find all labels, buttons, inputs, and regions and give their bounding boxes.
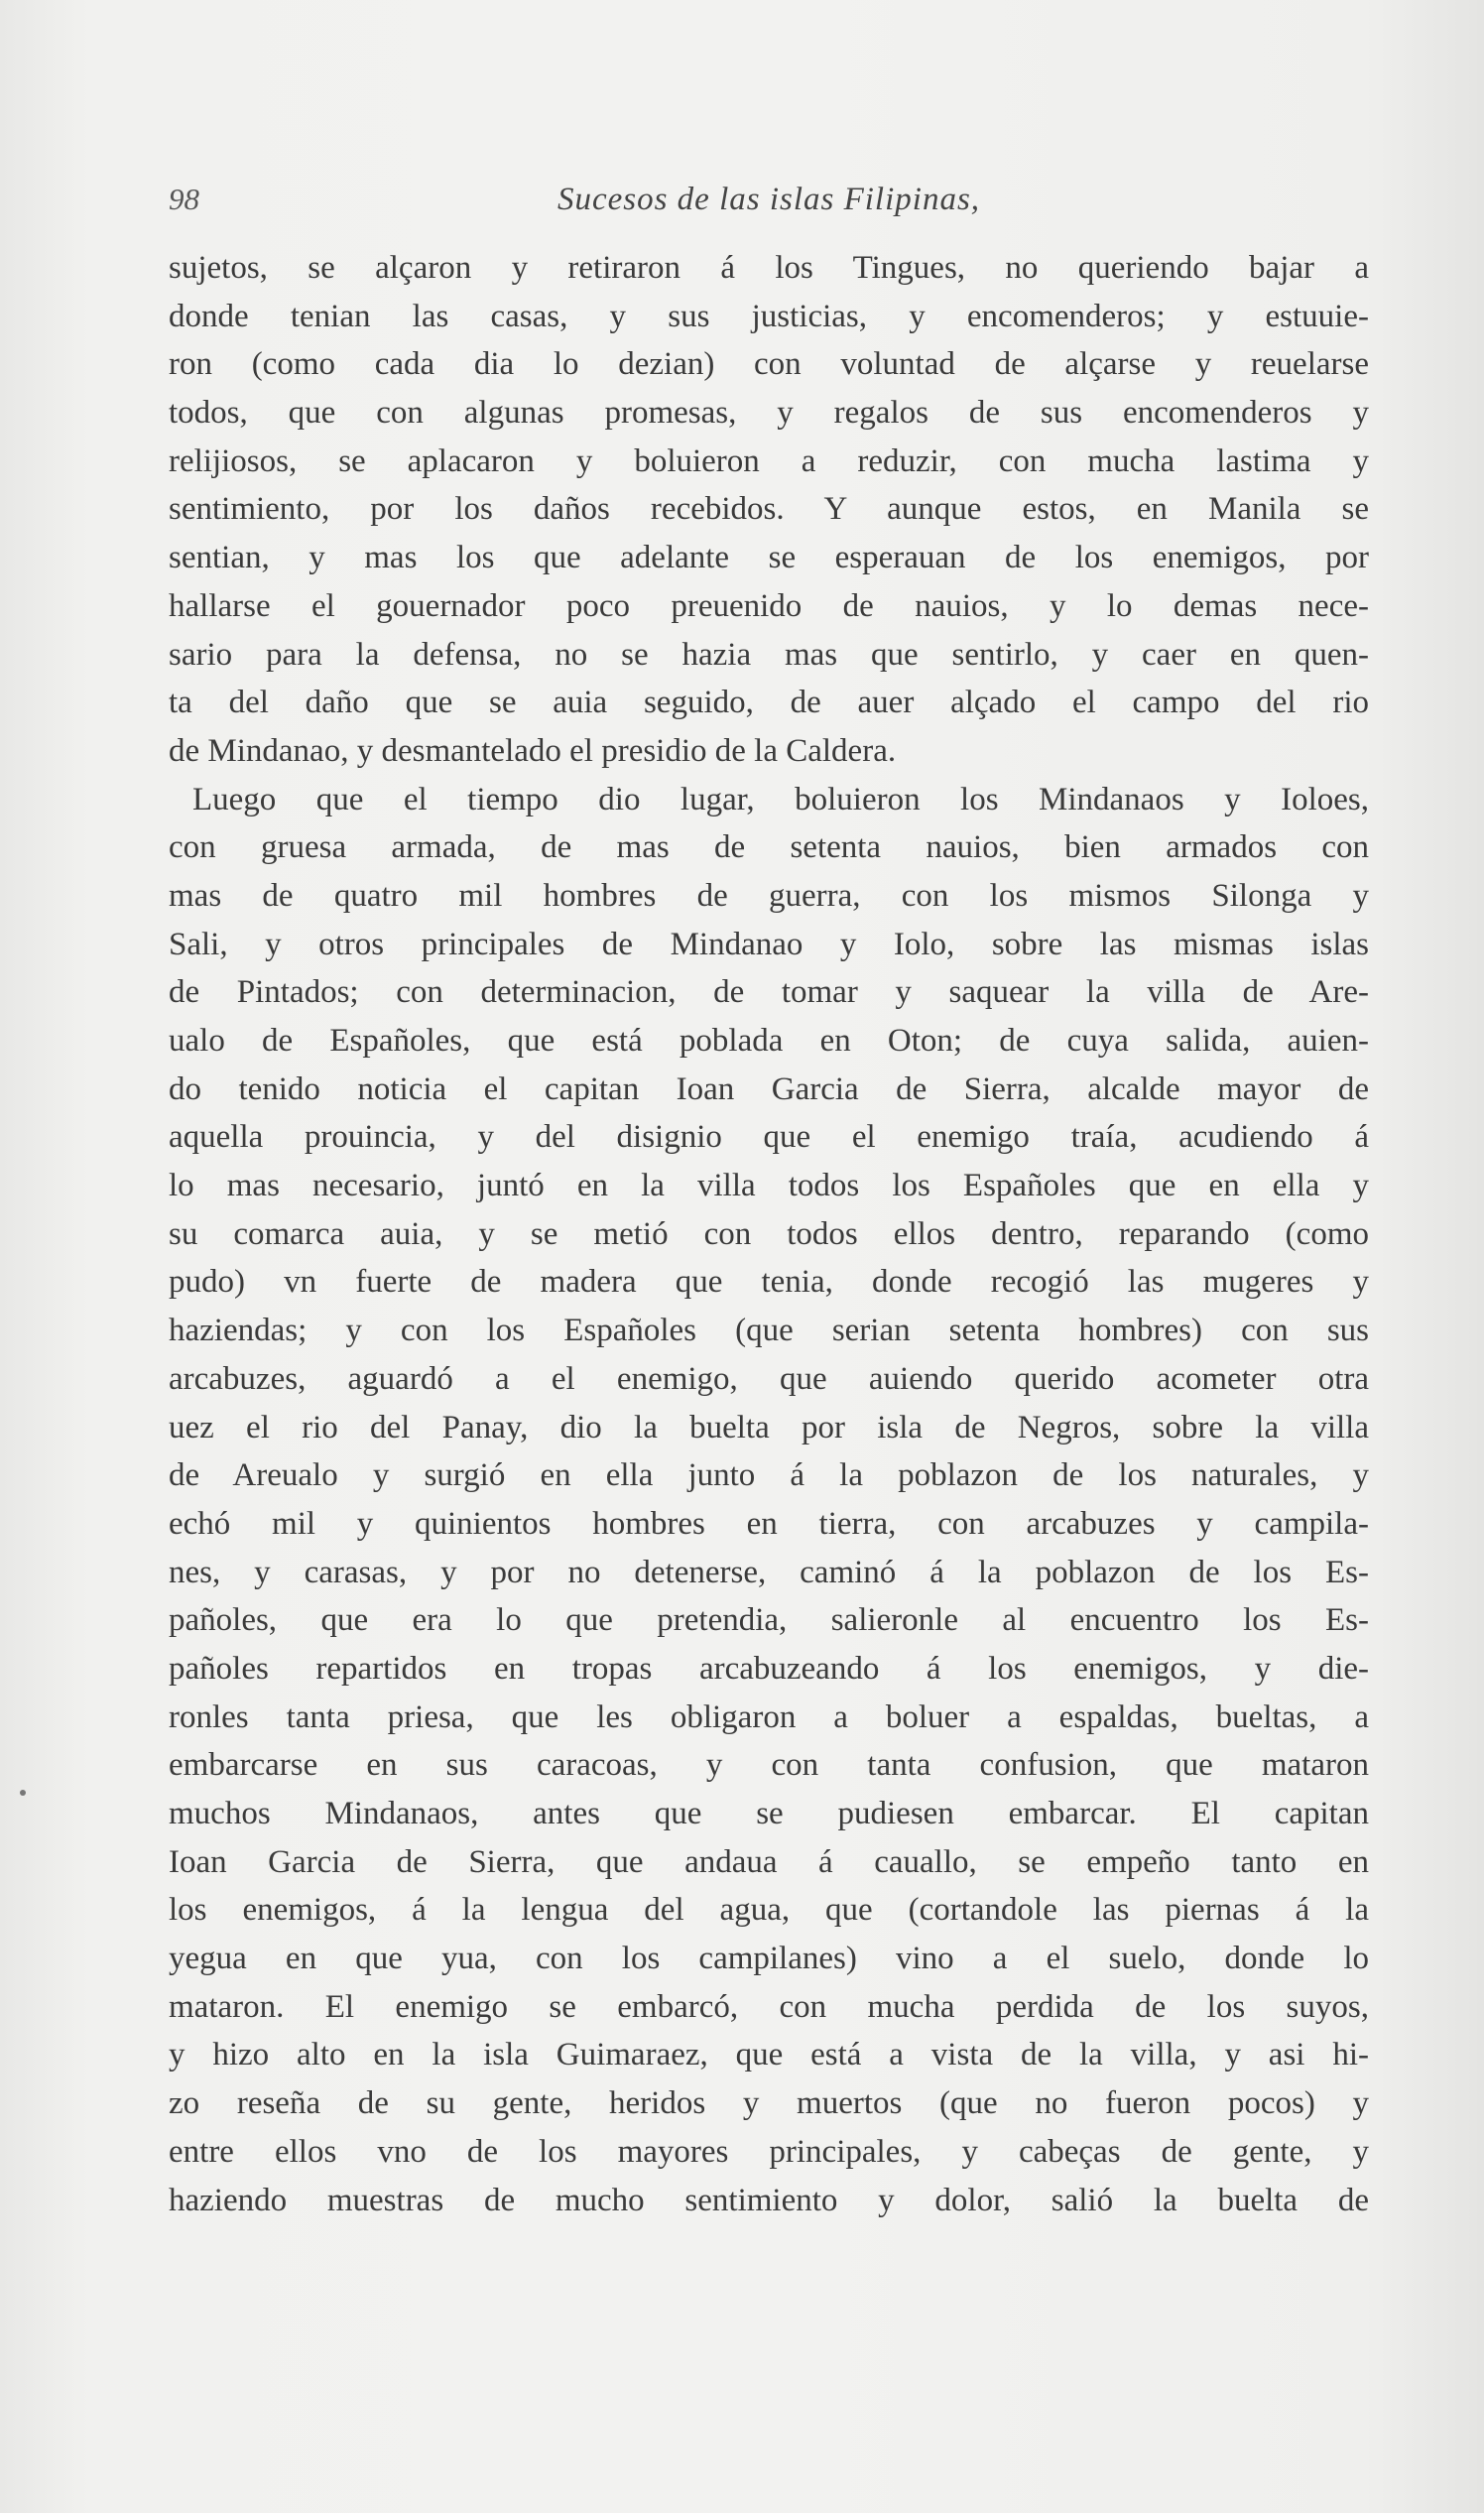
- text-line: con gruesa armada, de mas de setenta nauios, bien armados con: [169, 829, 1369, 866]
- text-line: do tenido noticia el capitan Ioan Garcia de Sierra, alcalde mayor de: [169, 1070, 1369, 1107]
- text-line: y hizo alto en la isla Guimaraez, que está a vista de la villa, y asi hi-: [169, 2037, 1369, 2073]
- text-line: zo reseña de su gente, heridos y muertos (que no fueron pocos) y: [169, 2085, 1369, 2122]
- text-line: de Pintados; con determinacion, de tomar y saquear la villa de Are-: [169, 974, 1369, 1011]
- text-line: Sali, y otros principales de Mindanao y Iolo, sobre las mismas islas: [169, 926, 1369, 962]
- text-line: los enemigos, á la lengua del agua, que (cortandole las piernas á la: [169, 1892, 1369, 1929]
- text-line: sentimiento, por los daños recebidos. Y aunque estos, en Manila se: [169, 491, 1369, 528]
- running-head: [169, 182, 1369, 231]
- text-line: entre ellos vno de los mayores principales, y cabeças de gente, y: [169, 2133, 1369, 2170]
- text-line: ualo de Españoles, que está poblada en Oton; de cuya salida, auien-: [169, 1023, 1369, 1059]
- text-line: lo mas necesario, juntó en la villa todos los Españoles que en ella y: [169, 1168, 1369, 1204]
- text-line: pañoles, que era lo que pretendia, salieronle al encuentro los Es-: [169, 1602, 1369, 1639]
- text-line: Luego que el tiempo dio lugar, boluieron los Mindanaos y Ioloes,: [192, 781, 1369, 817]
- paragraph-2: [169, 776, 1369, 2225]
- text-line: muchos Mindanaos, antes que se pudiesen embarcar. El capitan: [169, 1796, 1369, 1831]
- text-line: hallarse el gouernador poco preuenido de nauios, y lo demas nece-: [169, 587, 1369, 624]
- text-line: yegua en que yua, con los campilanes) vino a el suelo, donde lo: [169, 1941, 1369, 1977]
- text-line: de Mindanao, y desmantelado el presidio de la Caldera.: [169, 732, 897, 769]
- paragraph-1: [169, 244, 1369, 776]
- text-line: de Areualo y surgió en ella junto á la poblazon de los naturales, y: [169, 1457, 1369, 1494]
- text-line: su comarca auia, y se metió con todos ellos dentro, reparando (como: [169, 1215, 1369, 1252]
- running-title: Sucesos de las islas Filipinas,: [556, 182, 981, 217]
- text-line: Ioan Garcia de Sierra, que andaua á cauallo, se empeño tanto en: [169, 1843, 1369, 1880]
- text-line: haziendas; y con los Españoles (que serian setenta hombres) con sus: [169, 1313, 1369, 1349]
- text-line: mataron. El enemigo se embarcó, con mucha perdida de los suyos,: [169, 1988, 1369, 2025]
- text-line: embarcarse en sus caracoas, y con tanta confusion, que mataron: [169, 1747, 1369, 1784]
- text-line: arcabuzes, aguardó a el enemigo, que auiendo querido acometer otra: [169, 1360, 1369, 1397]
- body-text: [169, 244, 1369, 2224]
- text-line: echó mil y quinientos hombres en tierra, con arcabuzes y campila-: [169, 1505, 1369, 1542]
- text-line: haziendo muestras de mucho sentimiento y dolor, salió la buelta de: [169, 2182, 1369, 2218]
- text-line: todos, que con algunas promesas, y regalos de sus encomenderos y: [169, 395, 1369, 432]
- text-line: sario para la defensa, no se hazia mas que sentirlo, y caer en quen-: [169, 636, 1369, 673]
- text-line: mas de quatro mil hombres de guerra, con los mismos Silonga y: [169, 877, 1369, 914]
- text-line: uez el rio del Panay, dio la buelta por isla de Negros, sobre la villa: [169, 1409, 1369, 1445]
- margin-speck: [20, 1790, 26, 1796]
- text-line: aquella prouincia, y del disignio que el enemigo traía, acudiendo á: [169, 1119, 1369, 1156]
- text-line: nes, y carasas, y por no detenerse, caminó á la poblazon de los Es-: [169, 1554, 1369, 1590]
- text-line: donde tenian las casas, y sus justicias, y encomenderos; y estuuie-: [169, 298, 1369, 334]
- text-line: sujetos, se alçaron y retiraron á los Tingues, no queriendo bajar a: [169, 250, 1369, 286]
- text-line: pañoles repartidos en tropas arcabuzeando á los enemigos, y die-: [169, 1650, 1369, 1687]
- text-line: pudo) vn fuerte de madera que tenia, donde recogió las mugeres y: [169, 1264, 1369, 1301]
- text-line: relijiosos, se aplacaron y boluieron a reduzir, con mucha lastima y: [169, 442, 1369, 479]
- text-line: sentian, y mas los que adelante se esperauan de los enemigos, por: [169, 540, 1369, 576]
- text-line: ron (como cada dia lo dezian) con voluntad de alçarse y reuelarse: [169, 346, 1369, 383]
- page-number: 98: [169, 182, 199, 216]
- text-line: ta del daño que se auia seguido, de auer alçado el campo del rio: [169, 685, 1369, 721]
- text-line: ronles tanta priesa, que les obligaron a boluer a espaldas, bueltas, a: [169, 1698, 1369, 1735]
